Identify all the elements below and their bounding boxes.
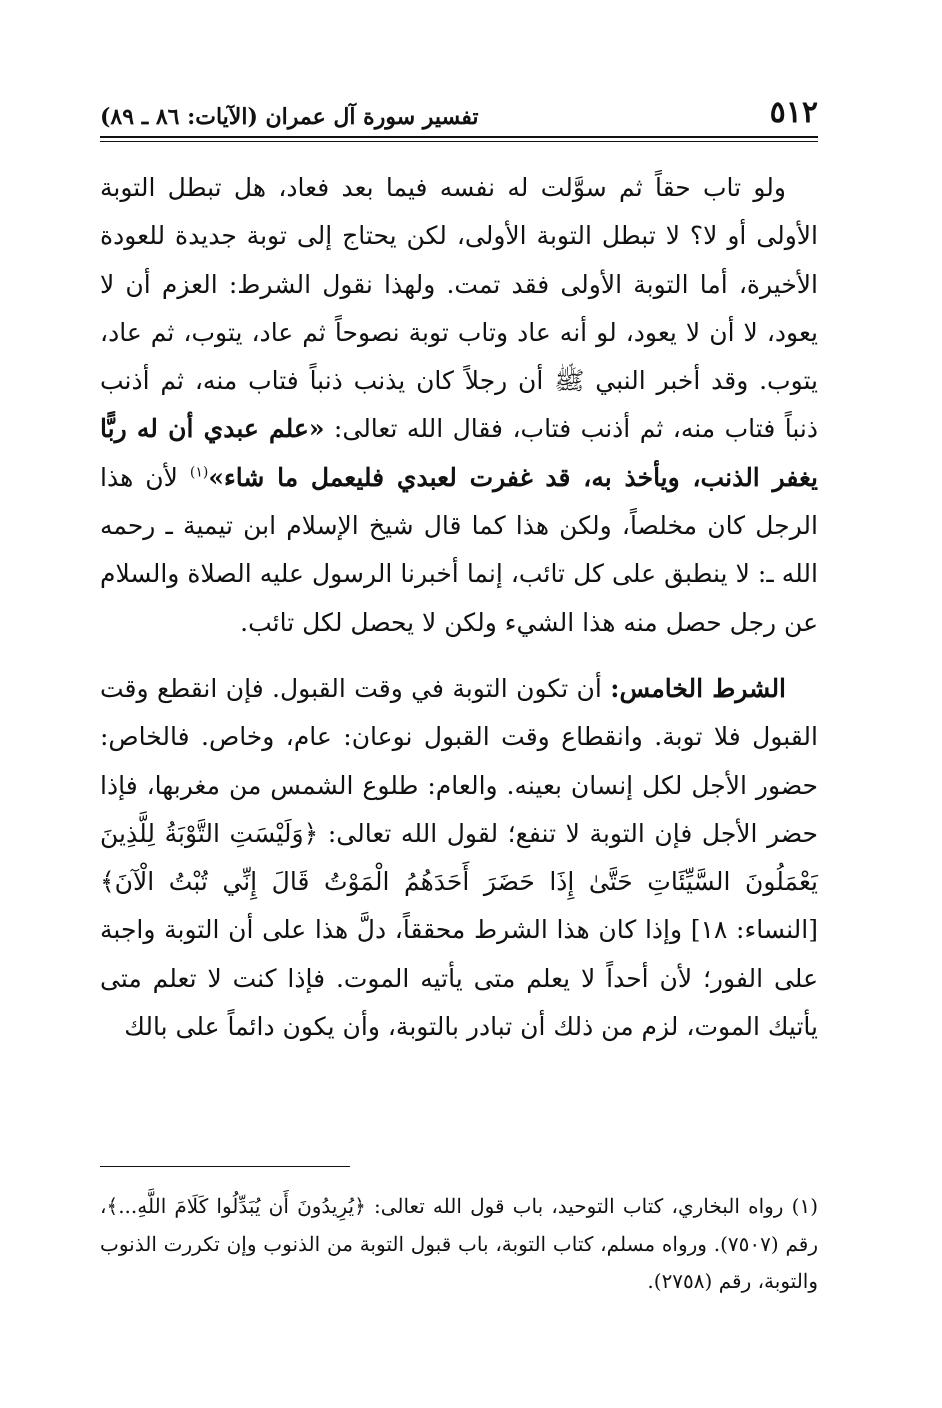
paragraph-2	[100, 665, 818, 1051]
paragraph-2-text-a: أن تكون التوبة في وقت القبول. فإن انقطع وقت القبول فلا توبة. وانقطاع وقت القبول نوعان: عام، وخاص. فالخاص: حضور الأجل لكل إنسان بعينه. والعام: طلوع الشمس من مغربها، فإذا حضر الأجل فإن التوبة لا تنفع؛ لقول الله تعالى:	[100, 673, 818, 848]
page-number: ٥١٢	[769, 95, 818, 130]
footnote-text-a: رواه البخاري، كتاب التوحيد، باب قول الله تعالى:	[365, 1194, 792, 1218]
page-header	[100, 90, 818, 130]
page	[100, 90, 818, 1051]
verse-citation: [النساء: ١٨]	[690, 915, 819, 945]
footnote-1	[100, 1188, 818, 1301]
footnote-text-b: ، رقم (٧٥٠٧). ورواه مسلم، كتاب التوبة، باب قبول التوبة من الذنوب وإن تكررت الذنوب والتوبة، رقم (٢٧٥٨).	[100, 1194, 818, 1293]
footnote-reference: (١)	[189, 464, 209, 481]
running-title: تفسير سورة آل عمران (الآيات: ٨٦ ـ ٨٩)	[100, 104, 479, 130]
footnote-verse: ﴿يُرِيدُونَ أَن يُبَدِّلُوا كَلَامَ اللَّهِ...﴾	[106, 1194, 366, 1218]
paragraph-2-text-b: وإذا كان هذا الشرط محققاً، دلَّ هذا على أن التوبة واجبة على الفور؛ لأن أحداً لا يعلم متى يأتيه الموت. فإذا كنت لا تعلم متى يأتيك الموت، لزم من ذلك أن تبادر بالتوبة، وأن يكون دائماً على بالك	[100, 915, 818, 1042]
quran-verse: ﴿وَلَيْسَتِ التَّوْبَةُ لِلَّذِينَ يَعْمَلُونَ السَّيِّئَاتِ حَتَّىٰ إِذَا حَضَرَ أَحَدَهُمُ الْمَوْتُ قَالَ إِنِّي تُبْتُ الْآنَ﴾	[100, 818, 818, 897]
condition-five-label: الشرط الخامس:	[610, 673, 787, 703]
header-rule	[100, 136, 818, 142]
hadith-quote: «علم عبدي أن له ربًّا يغفر الذنب، ويأخذ به، قد غفرت لعبدي فليعمل ما شاء»	[100, 414, 818, 492]
footnote-rule	[100, 1166, 350, 1167]
body-text	[100, 164, 818, 1051]
footnote-number: (١)	[791, 1194, 818, 1218]
paragraph-1-text-b: لأن هذا الرجل كان مخلصاً، ولكن هذا كما قال شيخ الإسلام ابن تيمية ـ رحمه الله ـ: لا ينطبق على كل تائب، إنما أخبرنا الرسول عليه الصلاة والسلام عن رجل حصل منه هذا الشيء ولكن لا يحصل لكل تائب.	[100, 462, 818, 637]
paragraph-1-text-a: ولو تاب حقاً ثم سوَّلت له نفسه فيما بعد فعاد، هل تبطل التوبة الأولى أو لا؟ لا تبطل التوبة الأولى، لكن يحتاج إلى توبة جديدة للعودة الأخيرة، أما التوبة الأولى فقد تمت. ولهذا نقول الشرط: العزم أن لا يعود، لا أن لا يعود، لو أنه عاد وتاب توبة نصوحاً ثم عاد، يتوب، ثم عاد، يتوب. وقد أخبر النبي ﷺ أن رجلاً كان يذنب ذنباً فتاب منه، ثم أذنب ذنباً فتاب منه، ثم أذنب فتاب، فقال الله تعالى:	[100, 173, 818, 444]
footnotes	[100, 1188, 818, 1301]
paragraph-1	[100, 164, 818, 647]
